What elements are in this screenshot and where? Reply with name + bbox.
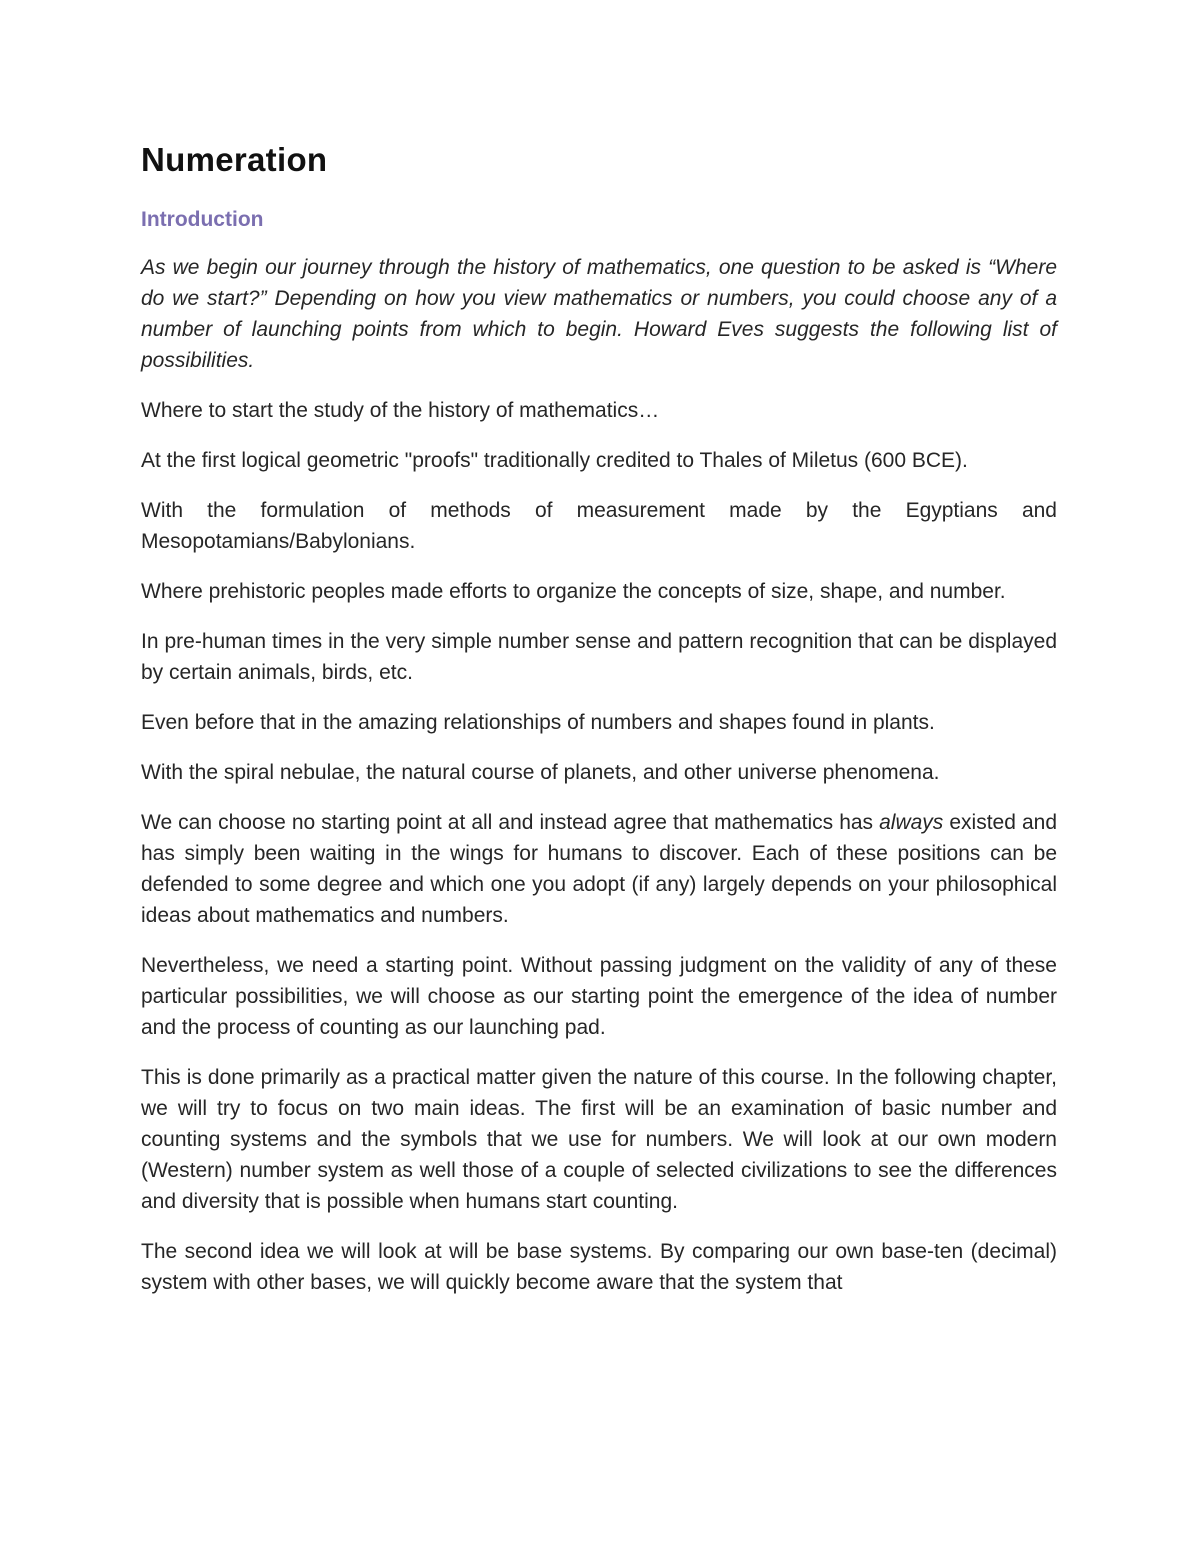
possibility-paragraph: With the spiral nebulae, the natural course of planets, and other universe phenomena. — [141, 761, 940, 784]
nevertheless-paragraph: Nevertheless, we need a starting point. Without passing judgment on the validity of any of these particular possibilities, we will choose as our starting point the emergence of the idea of number and the process of counting as our launching pad. — [141, 954, 1057, 1039]
possibility-paragraph: Where prehistoric peoples made efforts to organize the concepts of size, shape, and number. — [141, 580, 1006, 603]
emphasis-always: always — [879, 811, 944, 834]
practical-matter-paragraph: This is done primarily as a practical matter given the nature of this course. In the following chapter, we will try to focus on two main ideas. The first will be an examination of basic number and counting systems and the symbols that we use for numbers. We will look at our own modern (Western) number system as well those of a couple of selected civilizations to see the differences and diversity that is possible when humans start counting. — [141, 1066, 1057, 1213]
possibility-paragraph: With the formulation of methods of measurement made by the Egyptians and Mesopotamians/Babylonians. — [141, 499, 1057, 553]
intro-paragraph: As we begin our journey through the history of mathematics, one question to be asked is “Where do we start?” Depending on how you view mathematics or numbers, you could choose any of a number of launching points from which to begin. Howard Eves suggests the following list of possibilities. — [141, 256, 1057, 372]
document-body — [141, 138, 1057, 1298]
list-intro-paragraph: Where to start the study of the history of mathematics… — [141, 399, 660, 422]
no-start-text-after: existed and has simply been waiting in the wings for humans to discover. Each of these positions can be defended to some degree and which one you adopt (if any) largely depends on your philosophical ideas about mathematics and numbers. — [141, 811, 1057, 927]
no-start-text-before: We can choose no starting point at all and instead agree that mathematics has — [141, 811, 880, 834]
possibility-paragraph: At the first logical geometric "proofs" traditionally credited to Thales of Miletus (600 BCE). — [141, 449, 968, 472]
second-idea-paragraph: The second idea we will look at will be base systems. By comparing our own base-ten (decimal) system with other bases, we will quickly become aware that the system that — [141, 1240, 1057, 1294]
page-title: Numeration — [141, 141, 328, 178]
possibility-paragraph: Even before that in the amazing relationships of numbers and shapes found in plants. — [141, 711, 935, 734]
no-starting-point-paragraph — [141, 807, 1057, 931]
section-heading-introduction: Introduction — [141, 208, 264, 231]
possibility-paragraph: In pre-human times in the very simple number sense and pattern recognition that can be displayed by certain animals, birds, etc. — [141, 630, 1057, 684]
